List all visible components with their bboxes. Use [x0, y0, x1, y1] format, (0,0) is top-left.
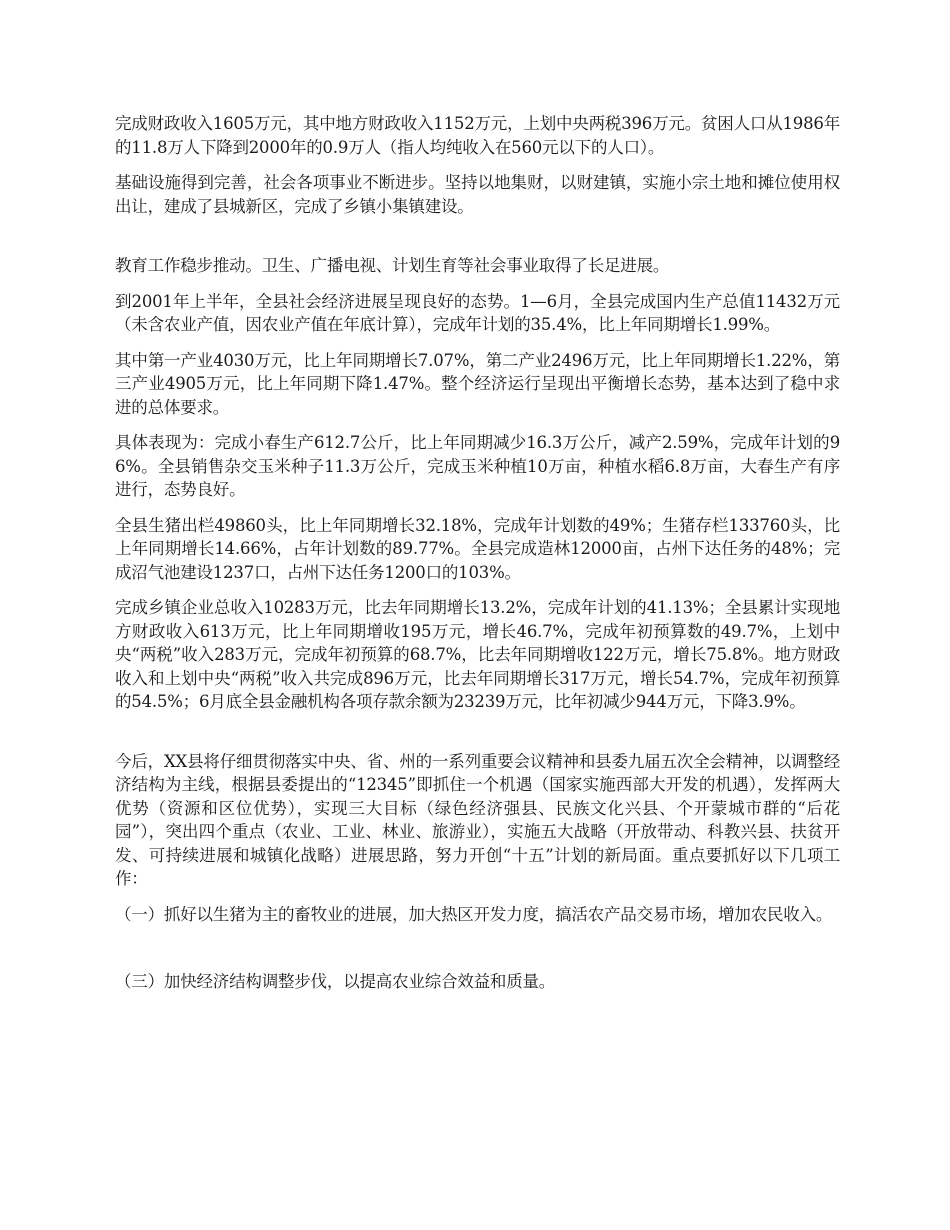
- paragraph-enterprise-finance: 完成乡镇企业总收入10283万元，比去年同期增长13.2%，完成年计划的41.13%；全县累计实现地方财政收入613万元，比上年同期增收195万元，增长46.7%，完成年初预算数的49.7%，上划中央“两税”收入283万元，完成年初预算的68.7%，比去年同期增收122万元，增长75.8%。地方财政收入和上划中央“两税”收入共完成896万元，比去年同期增长317万元，增长54.7%，完成年初预算的54.5%；6月底全县金融机构各项存款余额为23239万元，比年初减少944万元，下降3.9%。: [115, 598, 840, 711]
- paragraph-education: 教育工作稳步推动。卫生、广播电视、计划生育等社会事业取得了长足进展。: [115, 256, 670, 275]
- document-body: [115, 112, 840, 1006]
- paragraph-industry-sectors: 其中第一产业4030万元，比上年同期增长7.07%，第二产业2496万元，比上年同期增长1.22%，第三产业4905万元，比上年同期下降1.47%。整个经济运行呈现出平衡增长态势，基本达到了稳中求进的总体要求。: [115, 350, 840, 417]
- paragraph-fiscal-revenue: 完成财政收入1605万元，其中地方财政收入1152万元，上划中央两税396万元。贫困人口从1986年的11.8万人下降到2000年的0.9万人（指人均纯收入在560元以下的人口）。: [115, 114, 840, 157]
- paragraph-item-three: （三）加快经济结构调整步伐，以提高农业综合效益和质量。: [115, 972, 556, 991]
- paragraph-item-one: （一）抓好以生猪为主的畜牧业的进展，加大热区开发力度，搞活农产品交易市场，增加农民收入。: [115, 904, 833, 924]
- paragraph-future-plan: 今后，XX县将仔细贯彻落实中央、省、州的一系列重要会议精神和县委九届五次全会精神，以调整经济结构为主线，根据县委提出的“12345”即抓住一个机遇（国家实施西部大开发的机遇），发挥两大优势（资源和区位优势），实现三大目标（绿色经济强县、民族文化兴县、个开蒙城市群的“后花园”），突出四个重点（农业、工业、林业、旅游业），实施五大战略（开放带动、科教兴县、扶贫开发、可持续进展和城镇化战略）进展思路，努力开创“十五”计划的新局面。重点要抓好以下几项工作：: [115, 751, 840, 888]
- paragraph-infrastructure: 基础设施得到完善，社会各项事业不断进步。坚持以地集财，以财建镇，实施小宗土地和摊位使用权出让，建成了县城新区，完成了乡镇小集镇建设。: [115, 173, 840, 216]
- paragraph-first-half-2001: 到2001年上半年，全县社会经济进展呈现良好的态势。1—6月，全县完成国内生产总值11432万元（未含农业产值，因农业产值在年底计算），完成年计划的35.4%，比上年同期增长1.99%。: [115, 291, 840, 334]
- paragraph-livestock-forestry: 全县生猪出栏49860头，比上年同期增长32.18%，完成年计划数的49%；生猪存栏133760头，比上年同期增长14.66%，占年计划数的89.77%。全县完成造林12000亩，占州下达任务的48%；完成沼气池建设1237口，占州下达任务1200口的103%。: [115, 515, 840, 582]
- paragraph-agriculture: 具体表现为：完成小春生产612.7公斤，比上年同期减少16.3万公斤，减产2.59%，完成年计划的96%。全县销售杂交玉米种子11.3万公斤，完成玉米种植10万亩，种植水稻6.8万亩，大春生产有序进行，态势良好。: [115, 433, 840, 499]
